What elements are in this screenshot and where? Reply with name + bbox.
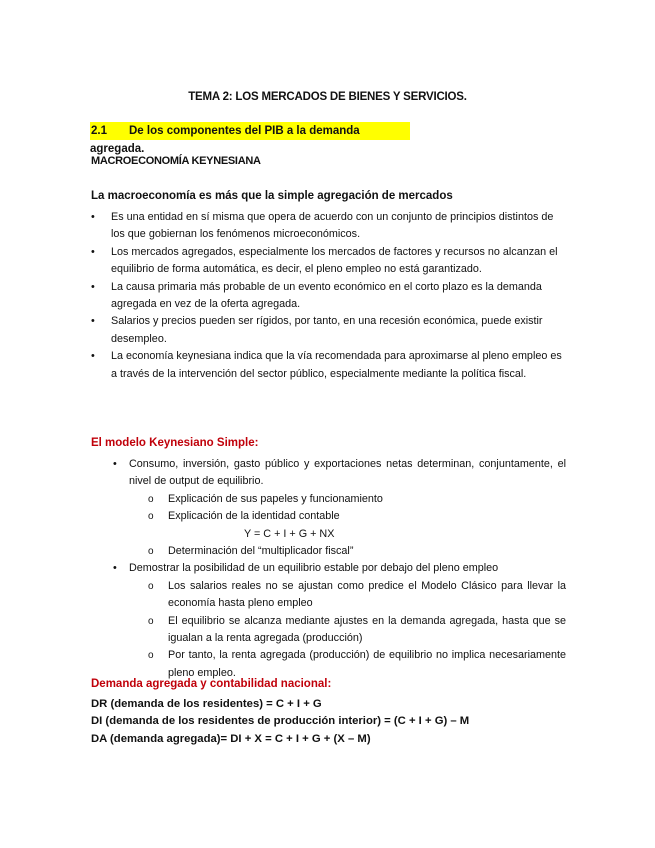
circle-bullet-icon: o bbox=[148, 580, 154, 592]
bullet-icon: • bbox=[91, 280, 95, 293]
bullet-icon: • bbox=[113, 458, 117, 470]
list-item: o Determinación del “multiplicador fiscal” bbox=[91, 543, 566, 560]
list-item: o Explicación de sus papeles y funcionamiento bbox=[91, 491, 566, 508]
circle-bullet-icon: o bbox=[148, 546, 154, 558]
bullet-icon: • bbox=[91, 245, 95, 258]
section-label: De los componentes del PIB a la demanda agregada. bbox=[90, 125, 360, 155]
accounting-line: DI (demanda de los residentes de producción interior) = (C + I + G) – M bbox=[91, 715, 470, 728]
list-item: • Es una entidad en sí misma que opera de acuerdo con un conjunto de principios distintos de los que gobiernan los fenómenos microeconómicos. bbox=[91, 211, 554, 241]
list-item: • Demostrar la posibilidad de un equilibrio estable por debajo del pleno empleo bbox=[91, 560, 566, 577]
model-list bbox=[91, 456, 566, 682]
section-heading-highlighted bbox=[90, 122, 410, 155]
bullet-icon: • bbox=[91, 211, 95, 223]
accounting-line: DA (demanda agregada)= DI + X = C + I + G + (X – M) bbox=[91, 732, 371, 745]
circle-bullet-icon: o bbox=[148, 511, 154, 523]
macro-subheading: La macroeconomía es más que la simple agregación de mercados bbox=[91, 190, 453, 202]
list-item: • Salarios y precios pueden ser rígidos, por tanto, en una recesión económica, puede existir desempleo. bbox=[91, 315, 543, 345]
circle-bullet-icon: o bbox=[148, 650, 154, 662]
equation: Y = C + I + G + NX bbox=[244, 527, 335, 540]
model-heading: El modelo Keynesiano Simple: bbox=[91, 437, 259, 449]
list-item: o Explicación de la identidad contable bbox=[91, 508, 566, 525]
macro-heading: MACROECONOMÍA KEYNESIANA bbox=[91, 155, 261, 167]
section-number: 2.1 bbox=[91, 125, 107, 137]
document-title: TEMA 2: LOS MERCADOS DE BIENES Y SERVICIOS. bbox=[188, 91, 467, 103]
list-item: • La economía keynesiana indica que la vía recomendada para aproximarse al pleno empleo es a través de la intervención del sector público, especialmente mediante la política fiscal. bbox=[91, 350, 562, 380]
accounting-lines bbox=[91, 696, 469, 748]
list-item: o Los salarios reales no se ajustan como predice el Modelo Clásico para llevar la economía hasta pleno empleo bbox=[148, 579, 566, 610]
bullet-icon: • bbox=[91, 315, 95, 328]
circle-bullet-icon: o bbox=[148, 493, 154, 505]
list-item: • Consumo, inversión, gasto público y exportaciones netas determinan, conjuntamente, el nivel de output de equilibrio. bbox=[113, 458, 566, 488]
accounting-heading: Demanda agregada y contabilidad nacional: bbox=[91, 678, 332, 690]
bullet-icon: • bbox=[91, 350, 95, 363]
list-item: o El equilibrio se alcanza mediante ajustes en la demanda agregada, hasta que se igualan a la renta agregada (producción) bbox=[148, 614, 566, 645]
list-item: • La causa primaria más probable de un evento económico en el corto plazo es la demanda agregada en vez de la oferta agregada. bbox=[91, 280, 542, 311]
list-item: o Por tanto, la renta agregada (producción) de equilibrio no implica necesariamente pleno empleo. bbox=[148, 649, 566, 679]
list-item: • Los mercados agregados, especialmente los mercados de factores y recursos no alcanzan el equilibrio de forma automática, es decir, el pleno empleo no está garantizado. bbox=[91, 245, 558, 276]
macro-bullet-list bbox=[91, 209, 566, 383]
bullet-icon: • bbox=[113, 562, 117, 575]
accounting-line: DR (demanda de los residentes) = C + I + G bbox=[91, 698, 322, 710]
circle-bullet-icon: o bbox=[148, 615, 154, 627]
